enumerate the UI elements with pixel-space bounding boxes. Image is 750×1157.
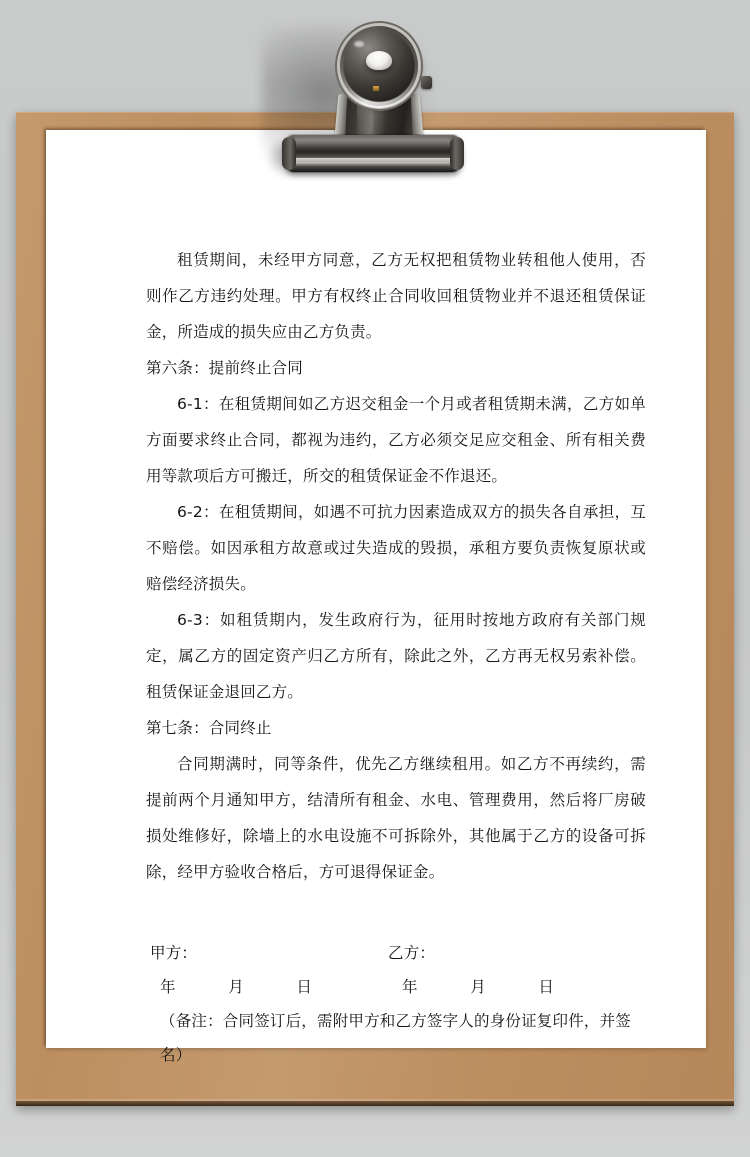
- clip-head-center-highlight: [366, 51, 392, 70]
- paragraph-6-3: 6-3：如租赁期内，发生政府行为，征用时按地方政府有关部门规定，属乙方的固定资产归乙方所有，除此之外，乙方再无权另索补偿。租赁保证金退回乙方。: [146, 611, 646, 701]
- paragraph-7-body: 合同期满时，同等条件，优先乙方继续租用。如乙方不再续约，需提前两个月通知甲方，结清所有租金、水电、管理费用，然后将厂房破损处维修好，除墙上的水电设施不可拆除外，其他属于乙方的设备可拆除，经甲方验收合格后，方可退得保证金。: [146, 755, 646, 881]
- clip-bar-band: [286, 158, 460, 162]
- heading-article-seven: 第七条：合同终止: [146, 719, 272, 737]
- heading-article-six: 第六条：提前终止合同: [146, 359, 304, 377]
- signature-date-row: [146, 970, 646, 1004]
- paragraph-6-1: 6-1：在租赁期间如乙方迟交租金一个月或者租赁期未满，乙方如单方面要求终止合同，都视为违约，乙方必须交足应交租金、所有相关费用等款项后方可搬迁，所交的租赁保证金不作退还。: [146, 395, 646, 485]
- clip-bar-left-endcap: [282, 137, 296, 170]
- party-a-label: 甲方：: [150, 944, 198, 962]
- paragraph-sublease: 租赁期间，未经甲方同意，乙方无权把租赁物业转租他人使用，否则作乙方违约处理。甲方有权终止合同收回租赁物业并不退还租赁保证金，所造成的损失应由乙方负责。: [146, 251, 646, 341]
- clipboard-board: [16, 112, 734, 1106]
- clip-head-specular: [354, 41, 364, 47]
- paragraph-6-2: 6-2：在租赁期间，如遇不可抗力因素造成双方的损失各自承担，互不赔偿。如因承租方故意或过失造成的毁损，承租方要负责恢复原状或赔偿经济损失。: [146, 503, 646, 593]
- paper-sheet: [46, 130, 706, 1064]
- signature-party-row: [146, 936, 646, 970]
- party-a-date-line: 年 月 日: [160, 978, 331, 996]
- signature-note: （备注：合同签订后，需附甲方和乙方签字人的身份证复印件，并签名）: [160, 1012, 632, 1064]
- clip-head-rivet: [373, 86, 379, 91]
- clip-side-lug: [421, 76, 432, 89]
- clip-bar-gloss: [292, 138, 454, 148]
- bulldog-clip-icon: [278, 18, 468, 178]
- clip-bar-right-endcap: [450, 137, 464, 170]
- party-b-date-line: 年 月 日: [402, 978, 573, 996]
- clipboard-bottom-edge: [16, 1101, 734, 1106]
- signature-block: [146, 936, 646, 1072]
- document-body: [146, 242, 646, 1072]
- party-b-label: 乙方：: [388, 944, 436, 962]
